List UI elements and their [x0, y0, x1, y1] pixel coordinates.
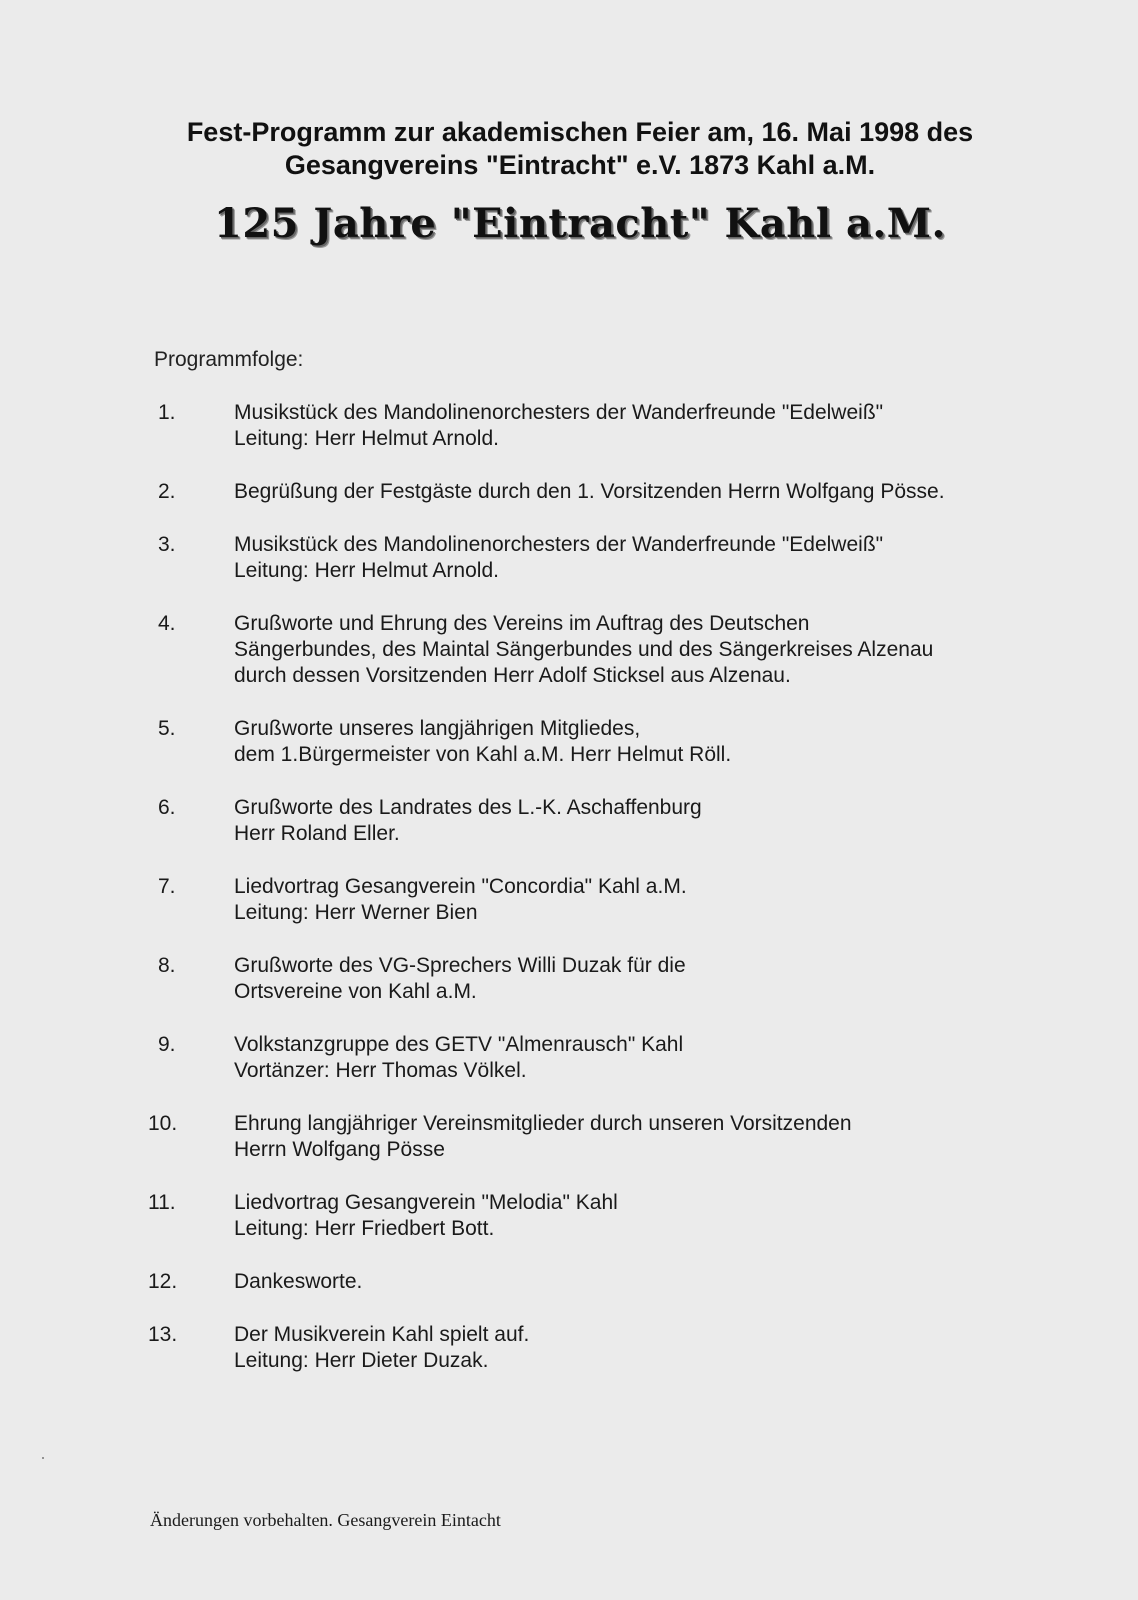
program-item-line: Sängerbundes, des Maintal Sängerbundes und des Sängerkreises Alzenau	[234, 638, 934, 661]
program-item-number: 12.	[148, 1270, 178, 1293]
program-item-line: Vortänzer: Herr Thomas Völkel.	[234, 1059, 527, 1082]
heading-line-1: Fest-Programm zur akademischen Feier am, 16. Mai 1998 des	[186, 117, 974, 147]
program-item	[148, 953, 1048, 1005]
program-item-line: Herrn Wolfgang Pösse	[234, 1138, 445, 1161]
program-item-line: Liedvortrag Gesangverein "Concordia" Kahl a.M.	[234, 875, 687, 898]
program-item	[148, 400, 1048, 452]
program-item-text	[234, 1322, 529, 1374]
program-item-line: Dankesworte.	[234, 1270, 363, 1293]
program-item-number: 2.	[158, 480, 176, 503]
program-item-number: 6.	[158, 796, 176, 819]
program-item-text	[234, 1269, 362, 1295]
program-item-line: Begrüßung der Festgäste durch den 1. Vorsitzenden Herrn Wolfgang Pösse.	[234, 480, 945, 503]
program-item-text	[234, 611, 933, 689]
program-item-line: durch dessen Vorsitzenden Herr Adolf Sticksel aus Alzenau.	[234, 664, 791, 687]
program-item	[148, 1111, 1048, 1163]
program-item	[148, 1032, 1048, 1084]
program-item-number: 7.	[158, 875, 176, 898]
program-item-number: 11.	[148, 1191, 176, 1214]
program-item-text	[234, 479, 945, 505]
program-item	[148, 479, 1048, 505]
footer-note: Änderungen vorbehalten. Gesangverein Eintacht	[150, 1510, 501, 1530]
program-item-text	[234, 1111, 852, 1163]
document-heading	[120, 116, 1040, 182]
program-item-line: Grußworte unseres langjährigen Mitgliedes,	[234, 717, 641, 740]
scan-speck	[42, 1457, 44, 1459]
program-item-line: Grußworte des Landrates des L.-K. Aschaffenburg	[234, 796, 702, 819]
program-item-line: Ehrung langjähriger Vereinsmitglieder durch unseren Vorsitzenden	[234, 1112, 852, 1135]
program-item-text	[234, 400, 883, 452]
program-item-line: Grußworte des VG-Sprechers Willi Duzak für die	[234, 954, 686, 977]
program-item-line: Leitung: Herr Friedbert Bott.	[234, 1217, 495, 1240]
program-item-line: Musikstück des Mandolinenorchesters der Wanderfreunde "Edelweiß"	[234, 401, 884, 424]
program-item-line: Leitung: Herr Helmut Arnold.	[234, 559, 499, 582]
program-item-line: Volkstanzgruppe des GETV "Almenrausch" Kahl	[234, 1033, 684, 1056]
program-item-line: Leitung: Herr Helmut Arnold.	[234, 427, 499, 450]
program-item-line: dem 1.Bürgermeister von Kahl a.M. Herr Helmut Röll.	[234, 743, 732, 766]
heading-line-2: Gesangvereins "Eintracht" e.V. 1873 Kahl a.M.	[284, 150, 876, 180]
program-item-line: Der Musikverein Kahl spielt auf.	[234, 1323, 530, 1346]
program-item-text	[234, 795, 702, 847]
program-item-number: 5.	[158, 717, 176, 740]
program-item-line: Herr Roland Eller.	[234, 822, 400, 845]
program-label: Programmfolge:	[154, 348, 304, 371]
program-item-text	[234, 874, 687, 926]
program-item	[148, 1190, 1048, 1242]
program-item-line: Liedvortrag Gesangverein "Melodia" Kahl	[234, 1191, 618, 1214]
program-item-number: 4.	[158, 612, 176, 635]
program-item	[148, 1269, 1048, 1295]
program-item-line: Grußworte und Ehrung des Vereins im Auftrag des Deutschen	[234, 612, 810, 635]
program-item-text	[234, 716, 731, 768]
program-item-line: Leitung: Herr Werner Bien	[234, 901, 478, 924]
program-item-number: 10.	[148, 1112, 178, 1135]
program-item-number: 13.	[148, 1323, 178, 1346]
program-item-number: 1.	[158, 401, 176, 424]
program-item-line: Ortsvereine von Kahl a.M.	[234, 980, 477, 1003]
program-item-line: Musikstück des Mandolinenorchesters der Wanderfreunde "Edelweiß"	[234, 533, 884, 556]
program-item	[148, 611, 1048, 689]
program-item	[148, 874, 1048, 926]
program-item-number: 3.	[158, 533, 176, 556]
program-list	[148, 400, 1048, 1401]
program-item	[148, 532, 1048, 584]
program-item-text	[234, 1190, 618, 1242]
program-item	[148, 1322, 1048, 1374]
program-item-number: 8.	[158, 954, 176, 977]
program-item-text	[234, 953, 686, 1005]
program-item	[148, 795, 1048, 847]
program-item-text	[234, 1032, 683, 1084]
program-item-text	[234, 532, 883, 584]
program-item	[148, 716, 1048, 768]
anniversary-title: 125 Jahre "Eintracht" Kahl a.M.	[214, 200, 946, 247]
program-item-number: 9.	[158, 1033, 176, 1056]
program-item-line: Leitung: Herr Dieter Duzak.	[234, 1349, 489, 1372]
